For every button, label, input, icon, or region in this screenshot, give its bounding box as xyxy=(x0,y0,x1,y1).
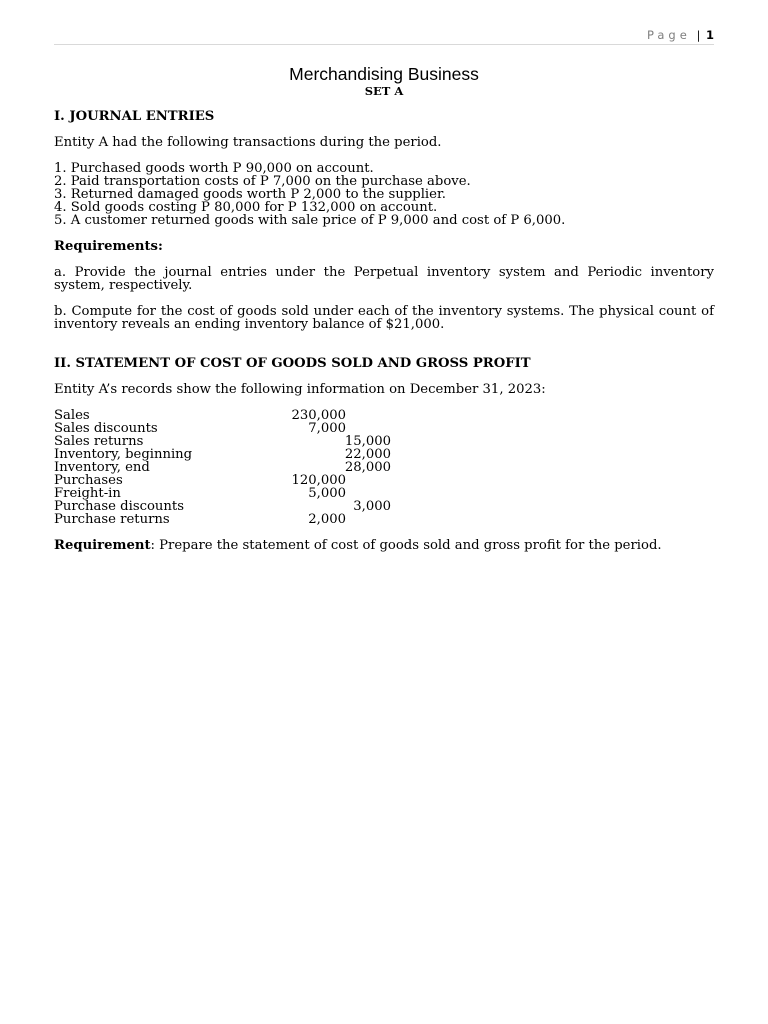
requirements-heading: Requirements: xyxy=(54,239,163,254)
account-label: Freight-in xyxy=(54,486,121,501)
account-amount: 3,000 xyxy=(353,499,391,514)
final-requirement xyxy=(54,539,714,552)
section1-intro: Entity A had the following transactions during the period. xyxy=(54,135,442,150)
document-title: Merchandising Business xyxy=(289,64,479,84)
requirement-b: b. Compute for the cost of goods sold under each of the inventory systems. The physical count of inventory reveals an ending inventory balance of $21,000. xyxy=(54,304,714,332)
requirement-a: a. Provide the journal entries under the Perpetual inventory system and Periodic inventory system, respectively. xyxy=(54,265,714,293)
account-row xyxy=(54,513,714,526)
account-label: Purchases xyxy=(54,473,123,488)
page-label: Page xyxy=(646,28,691,42)
account-label: Sales discounts xyxy=(54,421,158,436)
account-label: Sales returns xyxy=(54,434,144,449)
account-row xyxy=(54,461,714,474)
document-subtitle: SET A xyxy=(364,84,404,98)
transaction-list xyxy=(54,162,714,227)
account-amount: 120,000 xyxy=(291,473,346,488)
final-requirement-text: : Prepare the statement of cost of goods sold and gross profit for the period. xyxy=(150,538,662,553)
final-requirement-label: Requirement xyxy=(54,538,151,553)
account-row xyxy=(54,474,714,487)
account-amount: 28,000 xyxy=(344,460,391,475)
account-amount: 5,000 xyxy=(308,486,346,501)
account-label: Purchase discounts xyxy=(54,499,184,514)
section2-intro: Entity A’s records show the following information on December 31, 2023: xyxy=(54,382,546,397)
transaction-item: 4. Sold goods costing P 80,000 for P 132,000 on account. xyxy=(54,200,438,215)
transaction-item: 5. A customer returned goods with sale price of P 9,000 and cost of P 6,000. xyxy=(54,213,566,228)
account-label: Inventory, beginning xyxy=(54,447,193,462)
account-label: Purchase returns xyxy=(54,512,170,527)
page-number: 1 xyxy=(705,28,714,42)
header-divider xyxy=(54,44,714,45)
account-amount: 2,000 xyxy=(308,512,346,527)
transaction-item: 3. Returned damaged goods worth P 2,000 to the supplier. xyxy=(54,187,446,202)
section2-heading: II. STATEMENT OF COST OF GOODS SOLD AND GROSS PROFIT xyxy=(54,356,531,371)
page-header xyxy=(54,28,714,42)
account-amount: 22,000 xyxy=(344,447,391,462)
account-amount: 7,000 xyxy=(308,421,346,436)
account-amount: 230,000 xyxy=(291,408,346,423)
transaction-item: 2. Paid transportation costs of P 7,000 on the purchase above. xyxy=(54,174,471,189)
account-label: Sales xyxy=(54,408,90,423)
section1-heading: I. JOURNAL ENTRIES xyxy=(54,109,215,124)
transaction-item: 1. Purchased goods worth P 90,000 on account. xyxy=(54,161,374,176)
account-label: Inventory, end xyxy=(54,460,150,475)
account-table xyxy=(54,409,714,526)
page-separator: | xyxy=(696,28,701,42)
account-amount: 15,000 xyxy=(344,434,391,449)
